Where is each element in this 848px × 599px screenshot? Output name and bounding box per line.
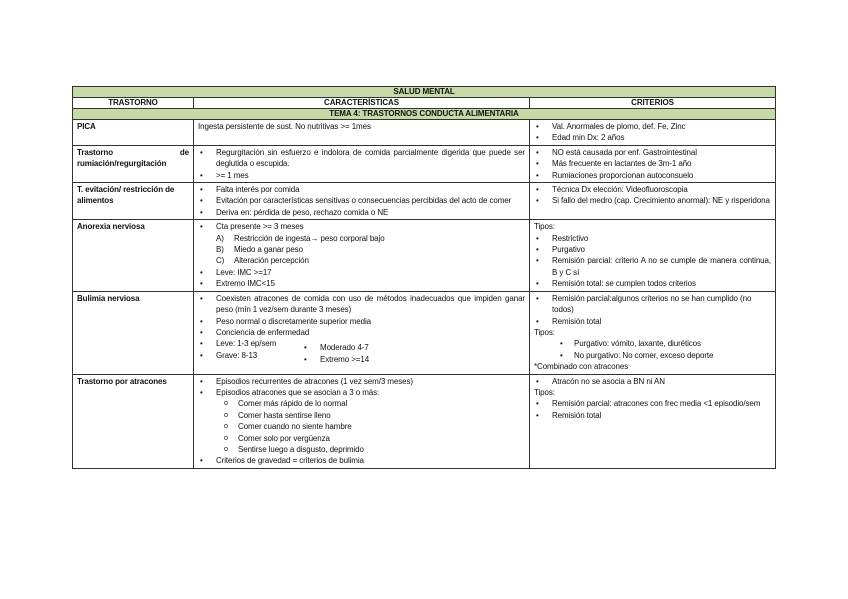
note-text: *Combinado con atracones bbox=[534, 362, 629, 372]
criteria-cell bbox=[530, 291, 776, 374]
list-item: • Falta interés por comida bbox=[198, 184, 525, 195]
table-title: SALUD MENTAL bbox=[73, 87, 776, 98]
header-caracteristicas: CARACTERÍSTICAS bbox=[194, 98, 530, 109]
list-item: • Remisión total bbox=[534, 316, 771, 327]
list-item: • Grave: 8-13 bbox=[198, 350, 302, 361]
list-item: • Técnica Dx elección: Videofluoroscopia bbox=[534, 184, 771, 195]
list-item: o Comer cuando no siente hambre bbox=[198, 421, 525, 432]
disorder-name: Trastorno de rumiación/regurgitación bbox=[73, 145, 194, 182]
list-item: • Si fallo del medro (cap. Crecimiento anormal): NE y risperidona bbox=[534, 195, 771, 206]
caract-cell bbox=[194, 374, 530, 468]
disorder-name: Trastorno por atracones bbox=[73, 374, 194, 468]
criteria-cell bbox=[530, 220, 776, 291]
table-row bbox=[73, 120, 776, 146]
header-trastorno: TRASTORNO bbox=[73, 98, 194, 109]
list-item: • Edad min Dx: 2 años bbox=[534, 132, 771, 143]
list-item: • Coexisten atracones de comida con uso de métodos inadecuados que impiden ganar peso (mín 1 vez/sem durante 3 meses) bbox=[198, 293, 525, 316]
list-item: • Cta presente >= 3 meses bbox=[198, 221, 525, 232]
header-criterios: CRITERIOS bbox=[530, 98, 776, 109]
tipos-label: Tipos: bbox=[534, 387, 555, 397]
list-item: • Leve: 1-3 ep/sem bbox=[198, 338, 302, 349]
list-text: Restricción de ingesta→ peso corporal bajo bbox=[234, 233, 385, 243]
list-item: • Purgativo: vómito, laxante, diuréticos bbox=[534, 338, 771, 349]
list-item: o Comer hasta sentirse lleno bbox=[198, 410, 525, 421]
list-item bbox=[216, 233, 525, 244]
list-item: • Episodios recurrentes de atracones (1 vez sem/3 meses) bbox=[198, 376, 525, 387]
tema-row bbox=[73, 109, 776, 120]
alpha-list bbox=[198, 233, 525, 267]
list-marker: B) bbox=[216, 245, 224, 255]
list-item: • Conciencia de enfermedad bbox=[198, 327, 525, 338]
list-text: Miedo a ganar peso bbox=[234, 245, 303, 255]
list-item: • Purgativo bbox=[534, 244, 771, 255]
disorder-name: PICA bbox=[73, 120, 194, 146]
list-item: • Atracón no se asocia a BN ni AN bbox=[534, 376, 771, 387]
criteria-cell bbox=[530, 183, 776, 220]
table-row bbox=[73, 183, 776, 220]
list-item: • Moderado 4-7 bbox=[302, 342, 369, 353]
list-item: • Deriva en: pérdida de peso, rechazo comida o NE bbox=[198, 207, 525, 218]
caract-text: Ingesta persistente de sust. No nutritivas >= 1mes bbox=[194, 120, 530, 146]
list-item: • Remisión total: se cumplen todos criterios bbox=[534, 278, 771, 289]
criteria-cell bbox=[530, 374, 776, 468]
table-row bbox=[73, 220, 776, 291]
title-row bbox=[73, 87, 776, 98]
list-marker: C) bbox=[216, 256, 225, 266]
tipos-label: Tipos: bbox=[534, 327, 555, 337]
caract-cell bbox=[194, 145, 530, 182]
disorder-name: Bulimia nerviosa bbox=[73, 291, 194, 374]
list-item: • Remisión parcial:algunos criterios no se han cumplido (no todos) bbox=[534, 293, 771, 316]
mental-health-table bbox=[72, 86, 776, 469]
list-item: • >= 1 mes bbox=[198, 170, 525, 181]
disorder-name: T. evitación/ restricción de alimentos bbox=[73, 183, 194, 220]
caract-cell bbox=[194, 183, 530, 220]
list-item: • Leve: IMC >=17 bbox=[198, 267, 525, 278]
list-item: o Comer más rápido de lo normal bbox=[198, 398, 525, 409]
list-item bbox=[216, 255, 525, 266]
tipos-label: Tipos: bbox=[534, 222, 555, 232]
list-item: • Regurgitación sin esfuerzo e indolora de comida parcialmente digerida que puede ser deglutida o escupida. bbox=[198, 147, 525, 170]
criteria-cell bbox=[530, 145, 776, 182]
list-item: • Más frecuente en lactantes de 3m-1 año bbox=[534, 158, 771, 169]
list-item: • Extremo IMC<15 bbox=[198, 278, 525, 289]
list-item: • Remisión parcial: criterio A no se cumple de manera continua, B y C sí bbox=[534, 255, 771, 278]
list-item: • Episodios atracones que se asocian a 3 o más: bbox=[198, 387, 525, 398]
list-marker: A) bbox=[216, 233, 224, 243]
list-item: • NO está causada por enf. Gastrointestinal bbox=[534, 147, 771, 158]
tema-title: TEMA 4: TRASTORNOS CONDUCTA ALIMENTARIA bbox=[73, 109, 776, 120]
table-row bbox=[73, 374, 776, 468]
list-item: • Criterios de gravedad = criterios de bulimia bbox=[198, 455, 525, 466]
list-item: • Rumiaciones proporcionan autoconsuelo bbox=[534, 170, 771, 181]
table-row bbox=[73, 291, 776, 374]
list-item: • Extremo >=14 bbox=[302, 354, 369, 365]
list-item: • No purgativo: No comer, exceso deporte bbox=[534, 350, 771, 361]
list-item: o Sentirse luego a disgusto, deprimido bbox=[198, 444, 525, 455]
list-item: • Val. Anormales de plomo, def. Fe, Zinc bbox=[534, 121, 771, 132]
column-header-row bbox=[73, 98, 776, 109]
list-item: • Evitación por características sensitivas o consecuencias percibidas del acto de comer bbox=[198, 195, 525, 206]
severity-grid bbox=[198, 338, 525, 365]
list-item: o Comer solo por vergüenza bbox=[198, 433, 525, 444]
list-item: • Remisión parcial: atracones con frec media <1 episodio/sem bbox=[534, 398, 771, 409]
list-text: Alteración percepción bbox=[234, 256, 309, 266]
list-item: • Remisión total bbox=[534, 410, 771, 421]
caract-cell bbox=[194, 220, 530, 291]
list-item: • Restrictivo bbox=[534, 233, 771, 244]
list-item: • Peso normal o discretamente superior media bbox=[198, 316, 525, 327]
list-item bbox=[216, 244, 525, 255]
caract-cell bbox=[194, 291, 530, 374]
disorder-name: Anorexia nerviosa bbox=[73, 220, 194, 291]
table-row bbox=[73, 145, 776, 182]
criteria-cell bbox=[530, 120, 776, 146]
